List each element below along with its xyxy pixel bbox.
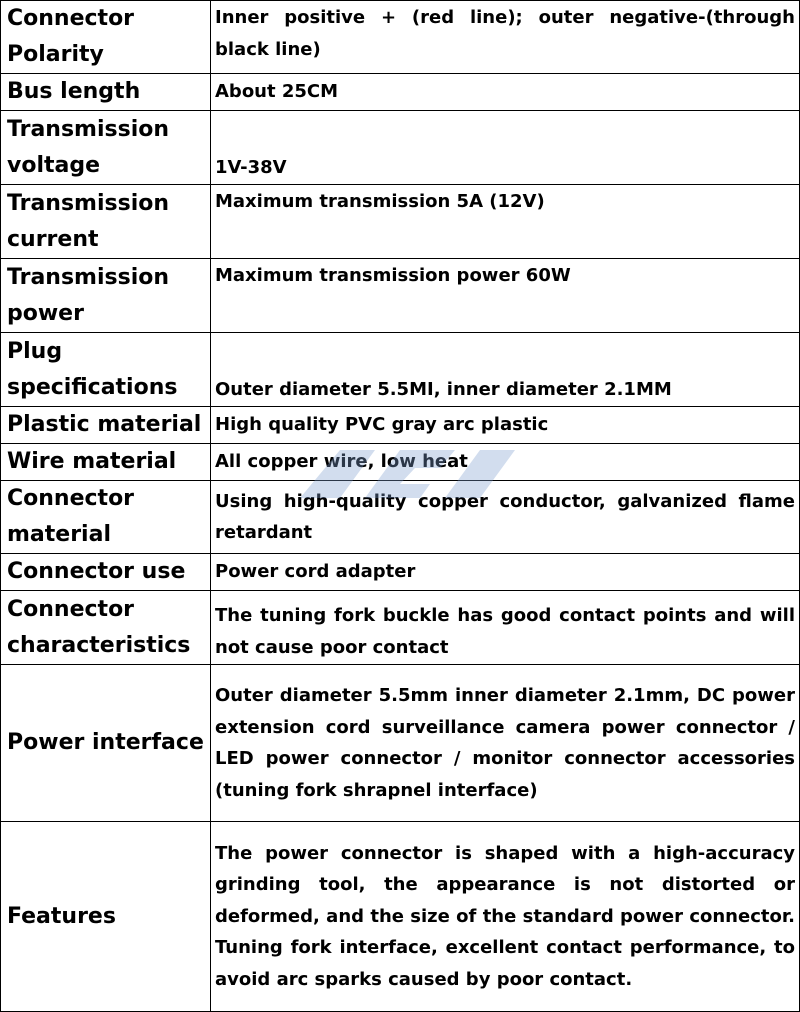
- spec-value: The power connector is shaped with a high-accuracy grinding tool, the appearance is not distorted or deformed, and the size of the standard power connector. Tuning fork interface, excellent contact performance, to avoid arc sparks caused by poor contact.: [211, 822, 800, 1012]
- spec-value: High quality PVC gray arc plastic: [211, 407, 800, 444]
- spec-row-connector-characteristics: [1, 591, 800, 665]
- spec-value: Outer diameter 5.5mm inner diameter 2.1mm, DC power extension cord surveillance camera power connector / LED power connector / monitor connector accessories (tuning fork shrapnel interface): [211, 665, 800, 822]
- spec-label: Transmission power: [1, 259, 211, 333]
- spec-label: Plug specifications: [1, 333, 211, 407]
- spec-row-transmission-power: [1, 259, 800, 333]
- spec-row-connector-polarity: [1, 1, 800, 74]
- spec-label: Connector Polarity: [1, 1, 211, 74]
- spec-label: Wire material: [1, 444, 211, 481]
- spec-value: Outer diameter 5.5MI, inner diameter 2.1MM: [211, 333, 800, 407]
- spec-value: Inner positive + (red line); outer negative-(through black line): [211, 1, 800, 74]
- spec-row-bus-length: [1, 74, 800, 111]
- spec-value: Maximum transmission power 60W: [211, 259, 800, 333]
- spec-value: Maximum transmission 5A (12V): [211, 185, 800, 259]
- spec-label: Connector material: [1, 481, 211, 554]
- spec-row-transmission-voltage: [1, 111, 800, 185]
- spec-row-connector-use: [1, 554, 800, 591]
- spec-row-wire-material: [1, 444, 800, 481]
- spec-label: Power interface: [1, 665, 211, 822]
- spec-value: All copper wire, low heat: [211, 444, 800, 481]
- spec-label: Bus length: [1, 74, 211, 111]
- spec-value: Using high-quality copper conductor, galvanized flame retardant: [211, 481, 800, 554]
- spec-value: 1V-38V: [211, 111, 800, 185]
- spec-row-transmission-current: [1, 185, 800, 259]
- spec-row-power-interface: [1, 665, 800, 822]
- spec-value: The tuning fork buckle has good contact points and will not cause poor contact: [211, 591, 800, 665]
- spec-label: Connector use: [1, 554, 211, 591]
- spec-label: Transmission voltage: [1, 111, 211, 185]
- spec-label: Features: [1, 822, 211, 1012]
- spec-label: Plastic material: [1, 407, 211, 444]
- spec-value: About 25CM: [211, 74, 800, 111]
- spec-row-plug-specifications: [1, 333, 800, 407]
- spec-label: Connector characteristics: [1, 591, 211, 665]
- spec-value: Power cord adapter: [211, 554, 800, 591]
- spec-label: Transmission current: [1, 185, 211, 259]
- spec-row-plastic-material: [1, 407, 800, 444]
- spec-row-features: [1, 822, 800, 1012]
- spec-row-connector-material: [1, 481, 800, 554]
